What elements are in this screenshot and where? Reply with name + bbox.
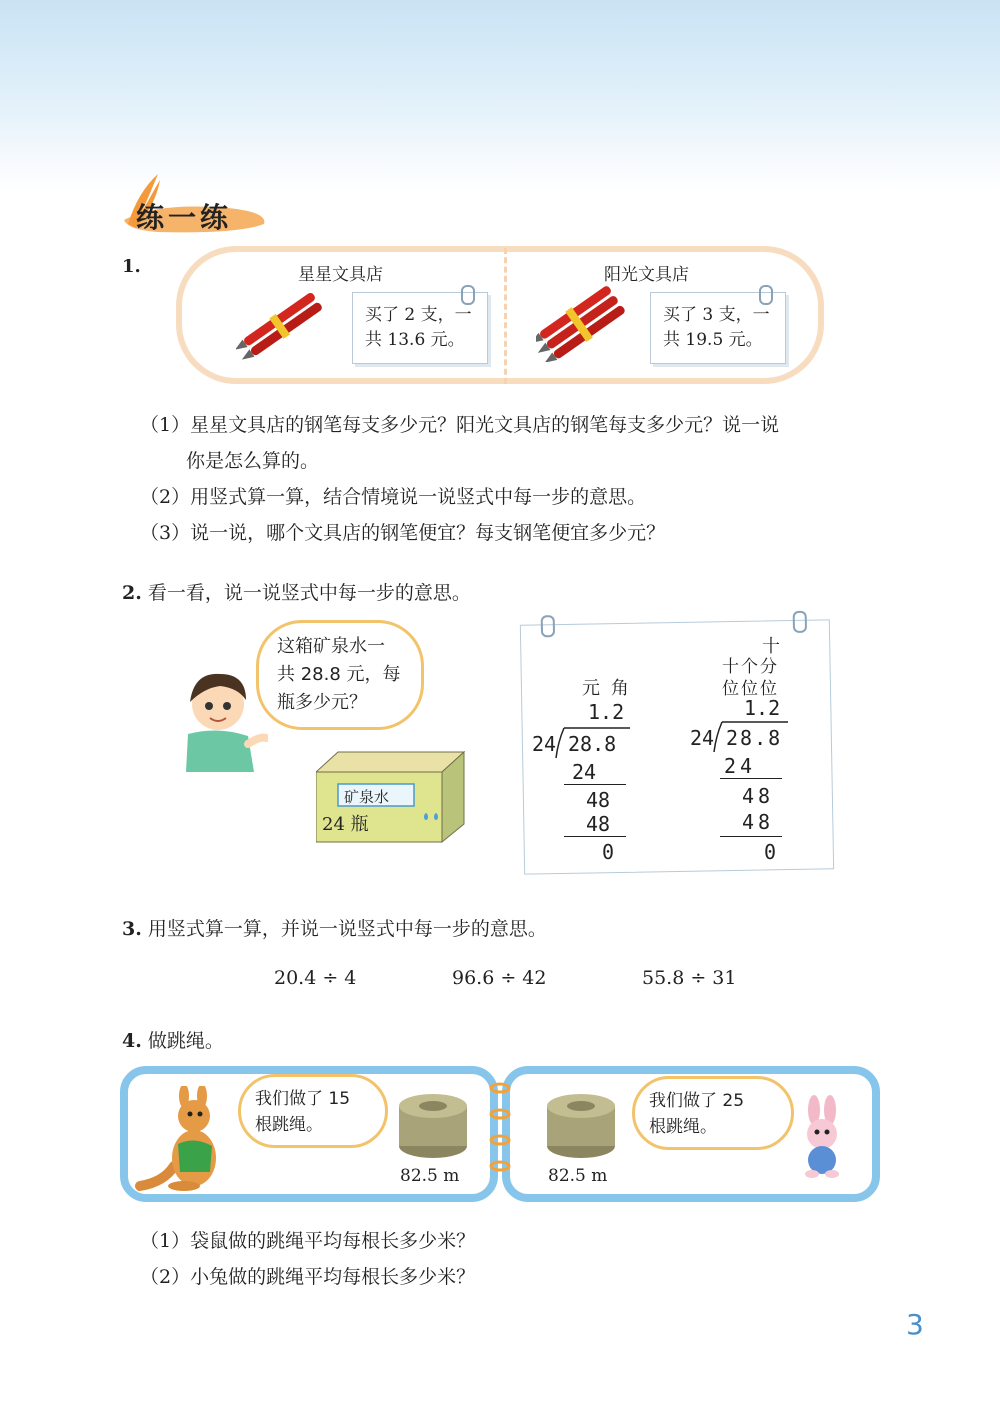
calc-left-r4: 0	[602, 840, 615, 864]
calc-right-r4: 0	[764, 840, 777, 864]
pens-pair-icon	[236, 290, 336, 360]
q4-item-1: （1）袋鼠做的跳绳平均每根长多少米？	[140, 1230, 476, 1252]
clip-icon	[461, 285, 475, 305]
page-number: 3	[906, 1308, 924, 1341]
calc-left-header: 元 角	[582, 678, 629, 699]
calc-right-header-mid: 十个分	[722, 657, 779, 677]
store-b-name: 阳光文具店	[604, 265, 689, 285]
calc-right-header-bot: 位位位	[722, 679, 779, 699]
store-b-note-line2: 共 19.5 元。	[663, 330, 763, 350]
calc-left-dividend: 28.8	[568, 732, 617, 756]
question-1-number: 1.	[122, 256, 141, 277]
frame-divider	[504, 248, 507, 384]
section-title: 练一练	[136, 201, 233, 234]
q1-item-2: （2）用竖式算一算，结合情境说一说竖式中每一步的意思。	[140, 486, 647, 508]
calc-left-r3: 48	[586, 812, 611, 836]
clip-icon	[759, 285, 773, 305]
store-b-note-line1: 买了 3 支，一	[663, 305, 770, 325]
store-a-note-line1: 买了 2 支，一	[365, 305, 472, 325]
question-3: 3. 用竖式算一算，并说一说竖式中每一步的意思。	[122, 918, 547, 940]
calc-left-quotient: 1.2	[588, 700, 625, 724]
calc-left-r1: 24	[572, 760, 597, 784]
clip-icon	[793, 611, 807, 633]
question-2: 2. 看一看，说一说竖式中每一步的意思。	[122, 582, 471, 604]
calc-line	[564, 784, 626, 785]
q3-problem-2: 96.6 ÷ 42	[452, 967, 547, 989]
calc-right-quotient: 1.2	[744, 696, 781, 720]
binder-rings-icon	[486, 1076, 514, 1196]
rabbit-icon	[790, 1094, 854, 1180]
boy-icon	[168, 664, 268, 774]
store-a-name: 星星文具店	[298, 265, 383, 285]
rope-coil-icon	[396, 1090, 470, 1160]
section-heading	[118, 172, 268, 238]
calc-left-r2: 48	[586, 788, 611, 812]
calc-right-r1: 24	[724, 754, 757, 778]
boy-speech-bubble: 这箱矿泉水一 共 28.8 元，每 瓶多少元？	[256, 620, 424, 730]
box-count: 24 瓶	[322, 814, 369, 835]
calc-right-dividend: 28.8	[726, 726, 783, 750]
store-a-note	[352, 292, 488, 364]
calc-right-r2: 48	[742, 784, 775, 808]
q1-item-3: （3）说一说，哪个文具店的钢笔便宜？每支钢笔便宜多少元？	[140, 522, 666, 544]
pens-triple-icon	[536, 286, 636, 362]
box-label: 矿泉水	[344, 788, 390, 806]
store-a-note-line2: 共 13.6 元。	[365, 330, 465, 350]
calc-right-divisor: 24	[690, 726, 715, 750]
store-b-note	[650, 292, 786, 364]
calc-line	[720, 778, 782, 779]
calc-left-divisor: 24	[532, 732, 557, 756]
q1-item-1: （1）星星文具店的钢笔每支多少元？阳光文具店的钢笔每支多少元？说一说	[140, 414, 780, 436]
rabbit-speech-bubble: 我们做了 25 根跳绳。	[632, 1076, 794, 1150]
kangaroo-speech-bubble: 我们做了 15 根跳绳。	[238, 1074, 388, 1148]
calc-right-header-top: 十	[762, 636, 780, 657]
q4-item-2: （2）小兔做的跳绳平均每根长多少米？	[140, 1266, 476, 1288]
rope-coil-icon	[544, 1090, 618, 1160]
q3-problem-3: 55.8 ÷ 31	[642, 967, 737, 989]
q1-item-1-cont: 你是怎么算的。	[186, 450, 320, 472]
calc-right-r3: 48	[742, 810, 775, 834]
page-header-band	[0, 0, 1000, 190]
rope-right-length: 82.5 m	[548, 1166, 608, 1186]
rope-left-length: 82.5 m	[400, 1166, 460, 1186]
q3-problem-1: 20.4 ÷ 4	[274, 967, 357, 989]
kangaroo-icon	[134, 1086, 234, 1194]
calc-line	[720, 836, 782, 837]
calc-line	[564, 836, 626, 837]
clip-icon	[541, 615, 555, 637]
question-4: 4. 做跳绳。	[122, 1030, 224, 1052]
